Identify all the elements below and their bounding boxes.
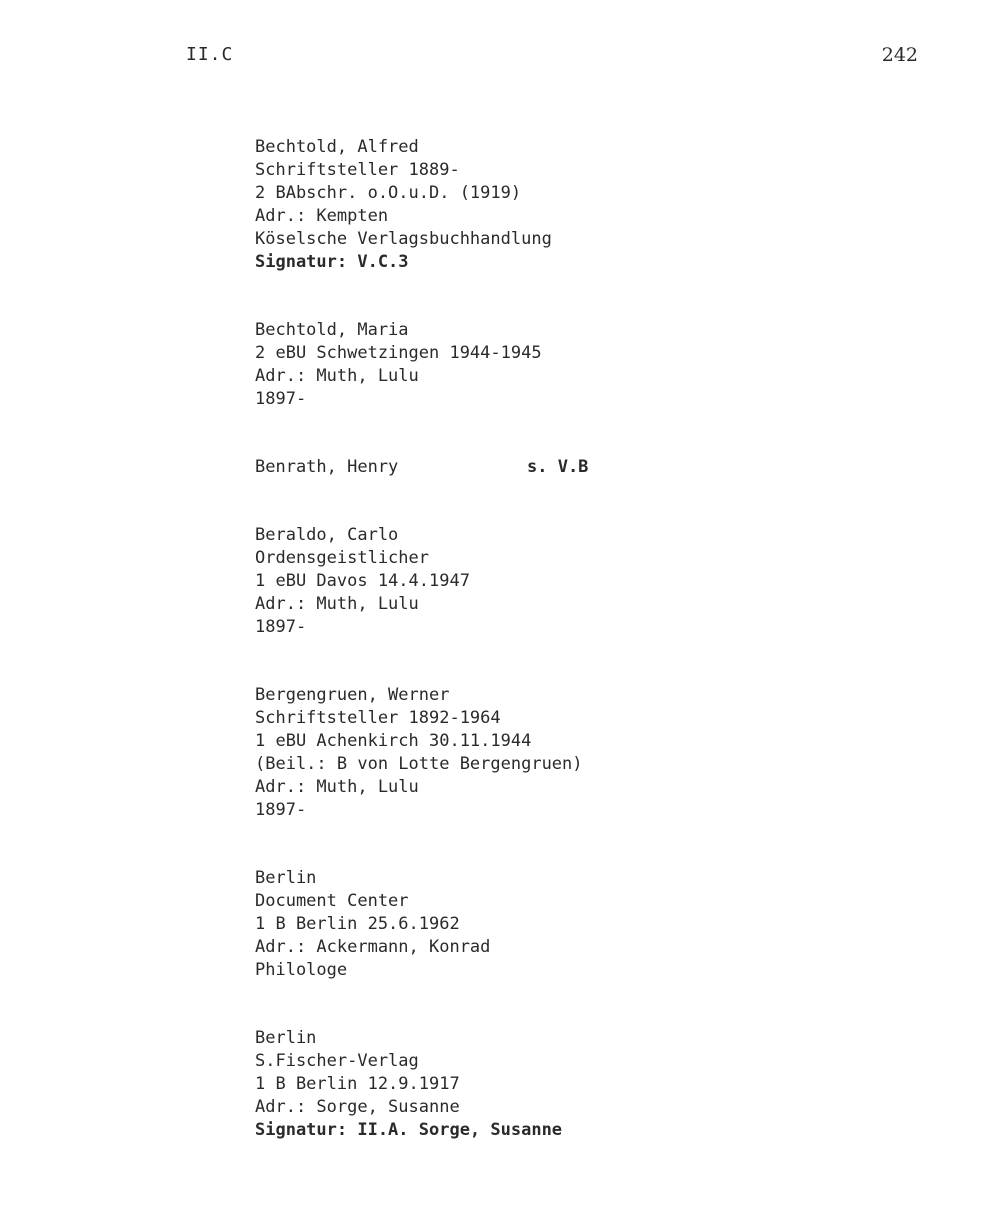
- section-label: II.C: [186, 44, 234, 65]
- entry-line: Bergengruen, Werner: [255, 685, 450, 705]
- entry-beraldo-carlo: [255, 524, 815, 639]
- entry-line: Beraldo, Carlo: [255, 525, 399, 545]
- entry-line: Adr.: Muth, Lulu: [255, 594, 419, 614]
- entry-line: Schriftsteller 1889-: [255, 160, 460, 180]
- entry-line: 1 B Berlin 25.6.1962: [255, 914, 460, 934]
- entry-line: 1897-: [255, 617, 307, 637]
- entry-berlin-fischer-verlag: [255, 1027, 815, 1142]
- entry-line: Document Center: [255, 891, 409, 911]
- entry-line: 1 eBU Achenkirch 30.11.1944: [255, 731, 532, 751]
- entry-line: 1897-: [255, 389, 307, 409]
- entry-bechtold-maria: [255, 319, 815, 411]
- entry-line: Philologe: [255, 960, 348, 980]
- entry-line: 1 B Berlin 12.9.1917: [255, 1074, 460, 1094]
- page-number: 242: [881, 44, 918, 66]
- entry-line: Adr.: Ackermann, Konrad: [255, 937, 491, 957]
- entry-bechtold-alfred: [255, 136, 815, 274]
- entry-name: Benrath, Henry: [255, 457, 399, 477]
- entry-list: [255, 136, 815, 1142]
- entry-line: Adr.: Muth, Lulu: [255, 366, 419, 386]
- entry-bergengruen-werner: [255, 684, 815, 822]
- entry-line: S.Fischer-Verlag: [255, 1051, 419, 1071]
- entry-line: (Beil.: B von Lotte Bergengruen): [255, 754, 583, 774]
- entry-line: Berlin: [255, 1028, 317, 1048]
- entry-line: Bechtold, Maria: [255, 320, 409, 340]
- cross-reference: s. V.B: [527, 457, 589, 477]
- signatur-line: Signatur: II.A. Sorge, Susanne: [255, 1120, 563, 1140]
- entry-line: 1897-: [255, 800, 307, 820]
- entry-berlin-document-center: [255, 867, 815, 982]
- entry-line: Adr.: Kempten: [255, 206, 389, 226]
- entry-line: 1 eBU Davos 14.4.1947: [255, 571, 470, 591]
- entry-line: Berlin: [255, 868, 317, 888]
- entry-line: Schriftsteller 1892-1964: [255, 708, 501, 728]
- entry-line: Köselsche Verlagsbuchhandlung: [255, 229, 552, 249]
- entry-line: Adr.: Sorge, Susanne: [255, 1097, 460, 1117]
- entry-line: Bechtold, Alfred: [255, 137, 419, 157]
- entry-line: Adr.: Muth, Lulu: [255, 777, 419, 797]
- signatur-line: Signatur: V.C.3: [255, 252, 409, 272]
- entry-line: 2 eBU Schwetzingen 1944-1945: [255, 343, 542, 363]
- entry-line: Ordensgeistlicher: [255, 548, 429, 568]
- entry-line: 2 BAbschr. o.O.u.D. (1919): [255, 183, 522, 203]
- entry-benrath-henry: [255, 456, 815, 479]
